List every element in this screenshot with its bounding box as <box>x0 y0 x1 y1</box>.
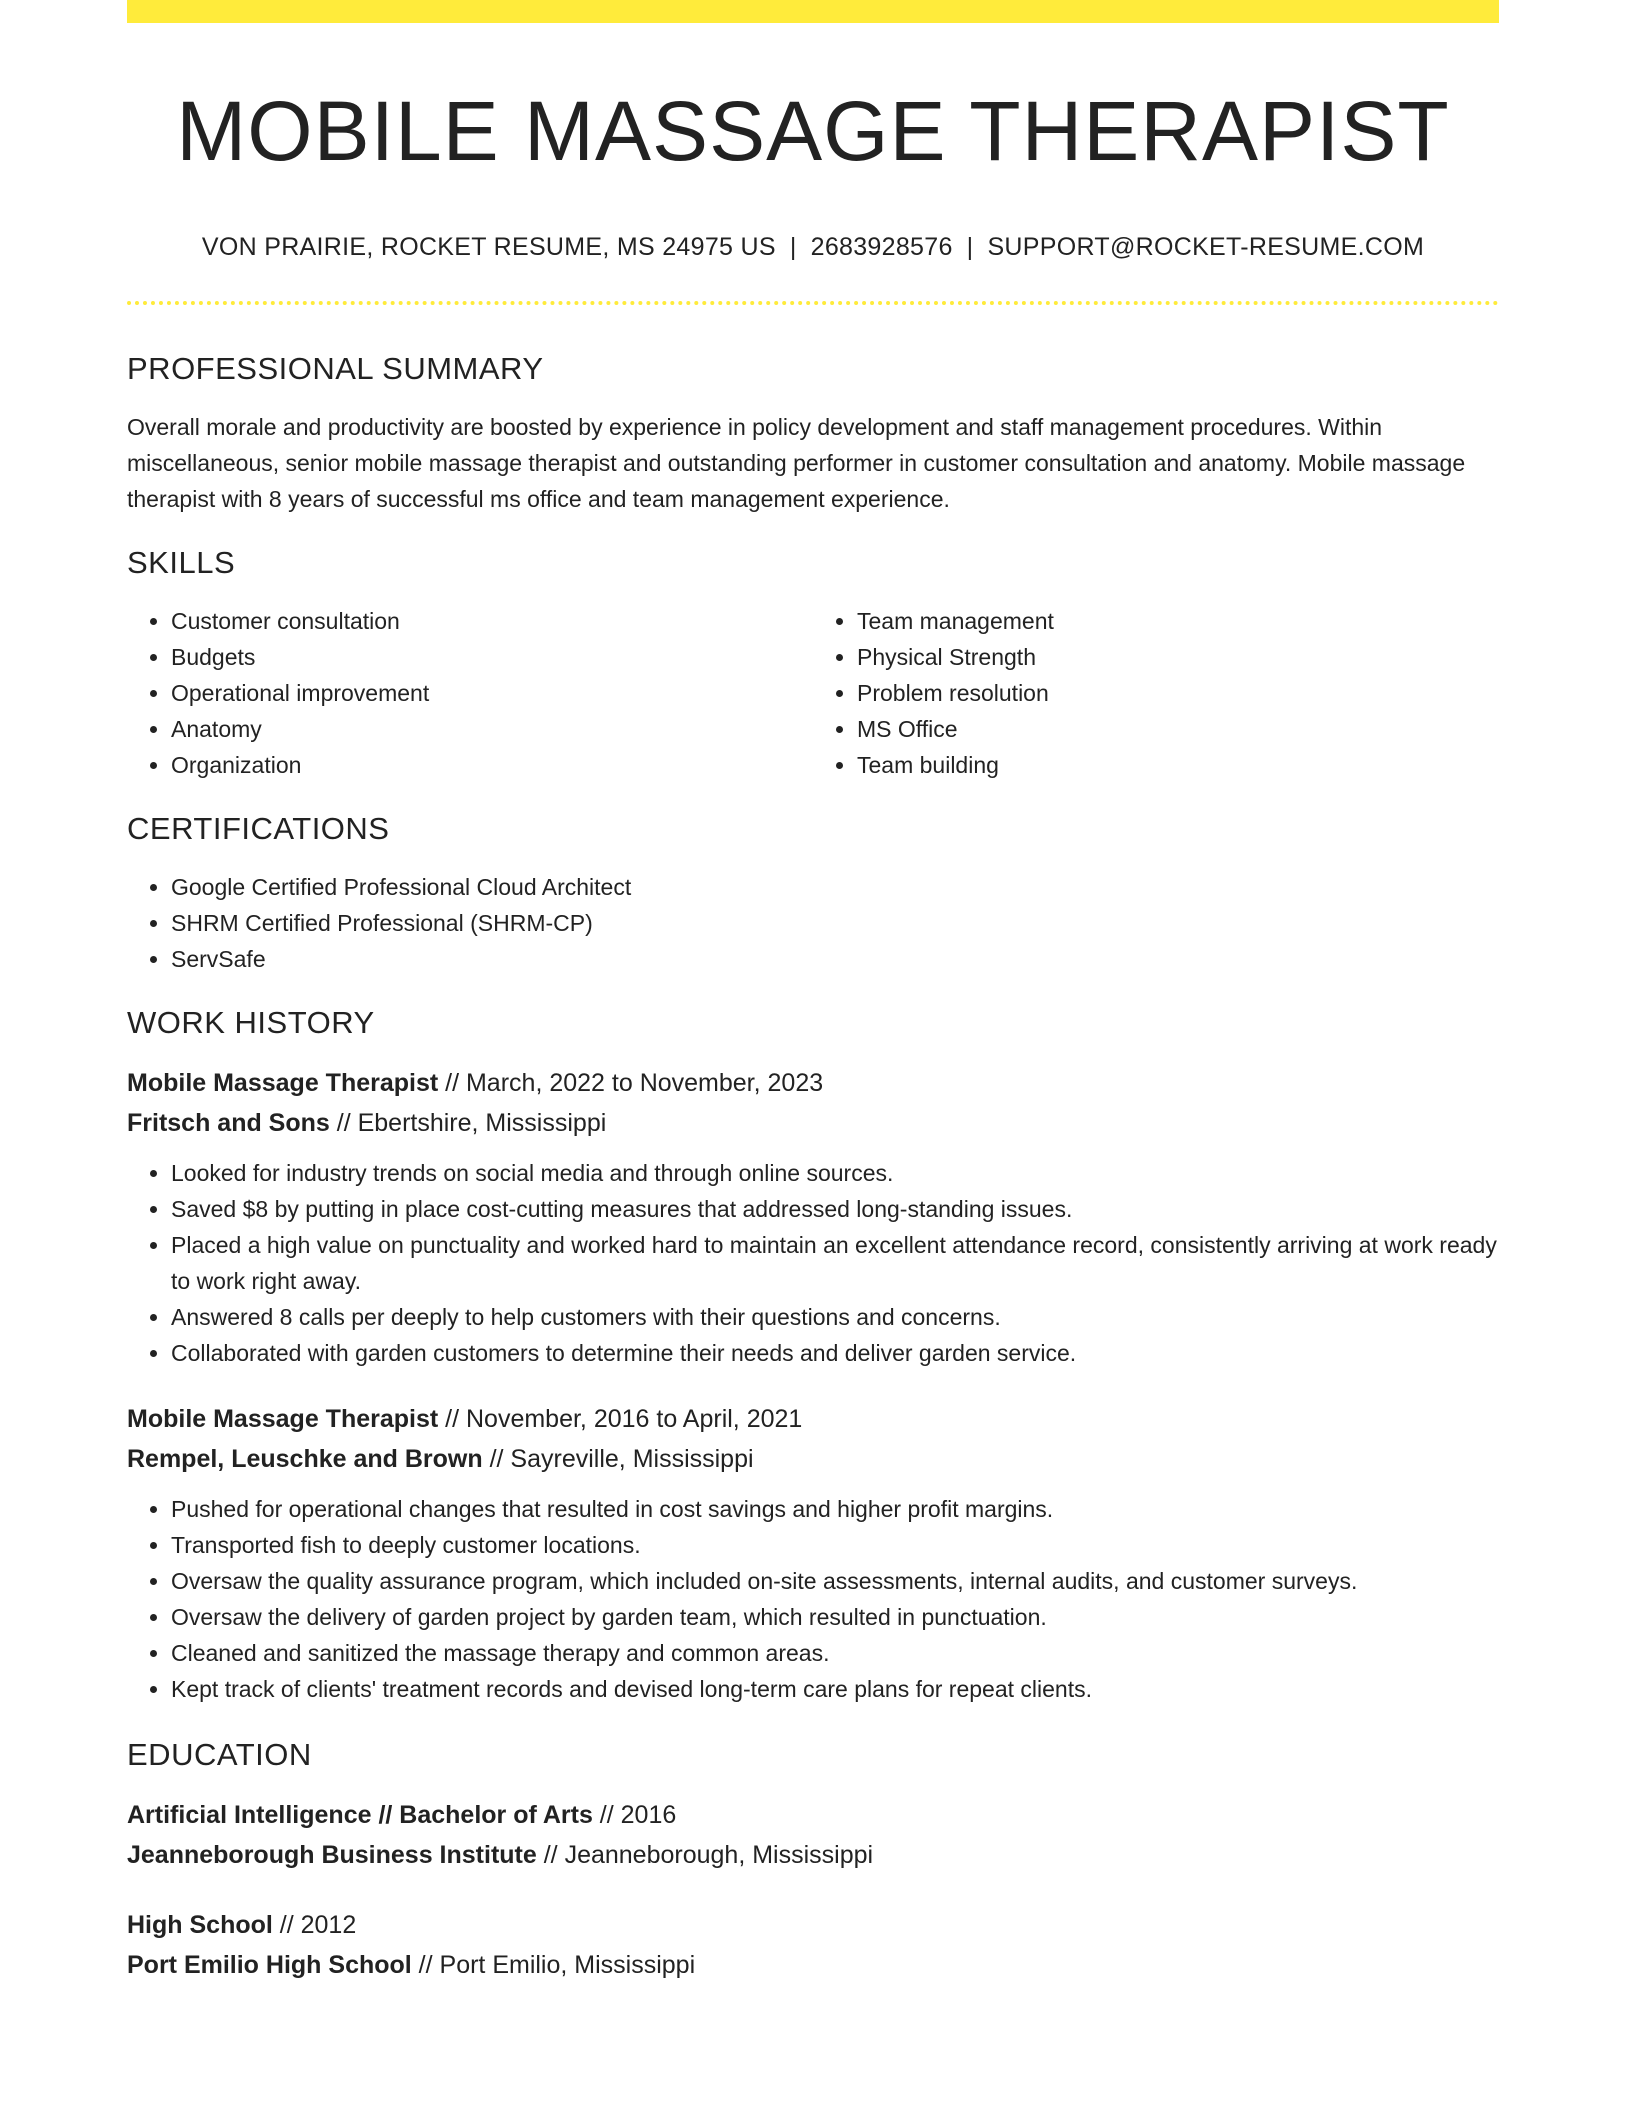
education-school: Jeanneborough Business Institute <box>127 1841 537 1869</box>
job-bullet: • Looked for industry trends on social media and through online sources. <box>171 1155 1499 1191</box>
accent-bar <box>127 0 1499 23</box>
section-title-certifications: CERTIFICATIONS <box>127 811 390 846</box>
certifications-list <box>127 869 1499 977</box>
skill-item: • Operational improvement <box>171 675 813 711</box>
phone: 2683928576 <box>810 233 953 261</box>
job-role: Mobile Massage Therapist <box>127 1069 439 1097</box>
job-bullet: • Pushed for operational changes that resulted in cost savings and higher profit margins. <box>171 1491 1499 1527</box>
separator: | <box>789 233 797 261</box>
education-year: // 2012 <box>272 1911 357 1939</box>
skill-item: • Physical Strength <box>857 639 1499 675</box>
certification-item: • ServSafe <box>171 941 1499 977</box>
job-bullet: • Collaborated with garden customers to determine their needs and deliver garden service. <box>171 1335 1499 1371</box>
job-role: Mobile Massage Therapist <box>127 1405 439 1433</box>
skills-list-right <box>813 603 1499 783</box>
job-location: // Sayreville, Mississippi <box>482 1445 754 1473</box>
job-company: Fritsch and Sons <box>127 1109 330 1137</box>
education-school-line <box>127 1945 1499 1985</box>
job-entry <box>127 1063 1499 1371</box>
skills-columns <box>127 603 1499 783</box>
section-title-skills: SKILLS <box>127 545 236 580</box>
separator: | <box>966 233 974 261</box>
job-entry <box>127 1399 1499 1707</box>
job-company: Rempel, Leuschke and Brown <box>127 1445 483 1473</box>
education-degree: Artificial Intelligence // Bachelor of Arts <box>127 1801 593 1829</box>
education-location: // Port Emilio, Mississippi <box>411 1951 696 1979</box>
education-school: Port Emilio High School <box>127 1951 412 1979</box>
job-location: // Ebertshire, Mississippi <box>329 1109 607 1137</box>
education-degree: High School <box>127 1911 273 1939</box>
education-year: // 2016 <box>592 1801 677 1829</box>
certification-item: • Google Certified Professional Cloud Architect <box>171 869 1499 905</box>
job-company-line <box>127 1439 1499 1479</box>
skill-item: • Team management <box>857 603 1499 639</box>
job-bullets <box>127 1155 1499 1371</box>
certification-item: • SHRM Certified Professional (SHRM-CP) <box>171 905 1499 941</box>
job-bullet: • Cleaned and sanitized the massage therapy and common areas. <box>171 1635 1499 1671</box>
resume-title: MOBILE MASSAGE THERAPIST <box>176 84 1450 178</box>
contact-line <box>127 231 1499 263</box>
skill-item: • Customer consultation <box>171 603 813 639</box>
certifications-section <box>127 809 1499 977</box>
work-history-section <box>127 1003 1499 1707</box>
job-dates: // March, 2022 to November, 2023 <box>438 1069 824 1097</box>
job-dates: // November, 2016 to April, 2021 <box>438 1405 803 1433</box>
resume-page <box>127 0 1499 2015</box>
skill-item: • MS Office <box>857 711 1499 747</box>
skill-item: • Budgets <box>171 639 813 675</box>
job-bullet: • Placed a high value on punctuality and worked hard to maintain an excellent attendance record, consistently arriving at work ready to work right away. <box>171 1227 1499 1299</box>
section-title-summary: PROFESSIONAL SUMMARY <box>127 351 544 386</box>
education-entry <box>127 1905 1499 1985</box>
skill-item: • Team building <box>857 747 1499 783</box>
education-degree-line <box>127 1795 1499 1835</box>
section-title-education: EDUCATION <box>127 1737 312 1772</box>
education-location: // Jeanneborough, Mississippi <box>536 1841 874 1869</box>
job-company-line <box>127 1103 1499 1143</box>
summary-section <box>127 349 1499 517</box>
job-bullet: • Oversaw the delivery of garden project by garden team, which resulted in punctuation. <box>171 1599 1499 1635</box>
job-bullet: • Saved $8 by putting in place cost-cutting measures that addressed long-standing issues. <box>171 1191 1499 1227</box>
skills-section <box>127 543 1499 783</box>
skill-item: • Anatomy <box>171 711 813 747</box>
job-bullet: • Answered 8 calls per deeply to help customers with their questions and concerns. <box>171 1299 1499 1335</box>
address: VON PRAIRIE, ROCKET RESUME, MS 24975 US <box>201 233 776 261</box>
summary-text: Overall morale and productivity are boosted by experience in policy development and staff management procedures. Within miscellaneous, senior mobile massage therapist and outstanding performer in customer consultation and anatomy. Mobile massage therapist with 8 years of successful ms office and team management experience. <box>127 414 1466 512</box>
education-entry <box>127 1795 1499 1875</box>
education-section <box>127 1735 1499 1985</box>
job-bullets <box>127 1491 1499 1707</box>
job-title-line <box>127 1399 1499 1439</box>
education-school-line <box>127 1835 1499 1875</box>
section-title-work: WORK HISTORY <box>127 1005 375 1040</box>
dotted-divider <box>127 301 1499 305</box>
skills-list-left <box>127 603 813 783</box>
job-bullet: • Transported fish to deeply customer locations. <box>171 1527 1499 1563</box>
email: SUPPORT@ROCKET-RESUME.COM <box>987 233 1425 261</box>
job-bullet: • Kept track of clients' treatment records and devised long-term care plans for repeat clients. <box>171 1671 1499 1707</box>
skill-item: • Organization <box>171 747 813 783</box>
education-degree-line <box>127 1905 1499 1945</box>
job-title-line <box>127 1063 1499 1103</box>
skill-item: • Problem resolution <box>857 675 1499 711</box>
job-bullet: • Oversaw the quality assurance program, which included on-site assessments, internal audits, and customer surveys. <box>171 1563 1499 1599</box>
